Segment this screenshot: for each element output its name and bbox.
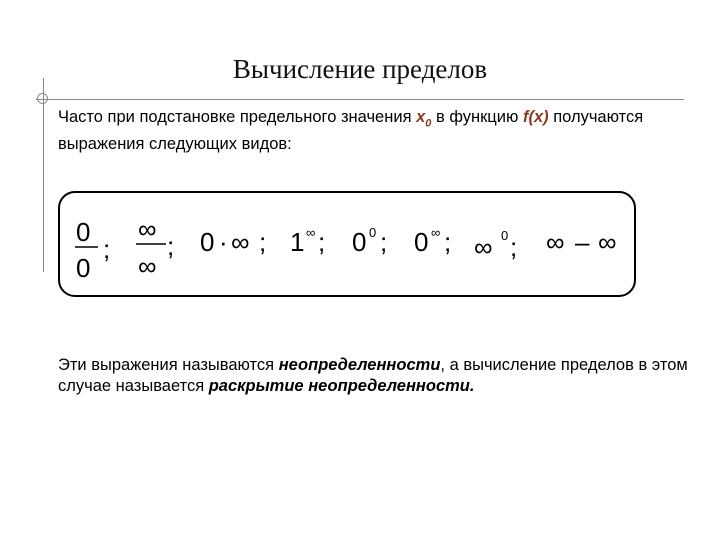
intro-text-2: в функцию: [431, 108, 523, 126]
zero-over-zero-numerator: 0: [76, 217, 91, 247]
term-indeterminacies: неопределенности: [278, 356, 441, 374]
zero-pow-zero-exponent: 0: [369, 225, 377, 240]
x0-subscript: 0: [425, 117, 432, 130]
separator-4: ;: [318, 227, 326, 257]
separator-3: ;: [259, 227, 267, 257]
x0-base: x: [416, 108, 426, 126]
separator-1: ;: [103, 234, 111, 264]
intro-text-3: получаются выражения следующих видов:: [58, 108, 644, 154]
zero-times-inf-dot: ·: [219, 227, 228, 257]
separator-7: ;: [510, 232, 518, 262]
intro-text-1: Часто при подстановке предельного значения: [58, 108, 417, 126]
separator-6: ;: [444, 227, 452, 257]
term-resolving-indeterminacy: раскрытие неопределенности.: [208, 377, 475, 395]
inf-pow-zero-exponent: 0: [501, 228, 509, 243]
zero-times-inf-zero: 0: [200, 227, 215, 257]
inf-pow-zero-base: ∞: [474, 232, 493, 262]
conclusion-text-1: Эти выражения называются: [58, 356, 279, 374]
zero-pow-inf-base: 0: [414, 227, 429, 257]
inf-minus-inf-right: ∞: [598, 227, 617, 257]
inf-over-inf-denominator: ∞: [138, 251, 157, 281]
fx-symbol: f(x): [522, 108, 549, 126]
one-pow-inf-exponent: ∞: [306, 225, 316, 240]
separator-2: ;: [167, 231, 175, 261]
zero-over-zero-denominator: 0: [76, 253, 91, 283]
conclusion-paragraph: [58, 355, 698, 397]
inf-over-inf-numerator: ∞: [138, 214, 157, 244]
conclusion-text-2: , а вычисление пределов в этом случае называется: [58, 356, 688, 395]
inf-minus-inf-minus: –: [575, 227, 590, 257]
inf-minus-inf-left: ∞: [546, 227, 565, 257]
one-pow-inf-base: 1: [290, 227, 305, 257]
slide-title: Вычисление пределов: [232, 54, 488, 84]
separator-5: ;: [380, 227, 388, 257]
zero-pow-inf-exponent: ∞: [431, 225, 441, 240]
zero-pow-zero-base: 0: [352, 227, 367, 257]
zero-times-inf-inf: ∞: [231, 227, 250, 257]
